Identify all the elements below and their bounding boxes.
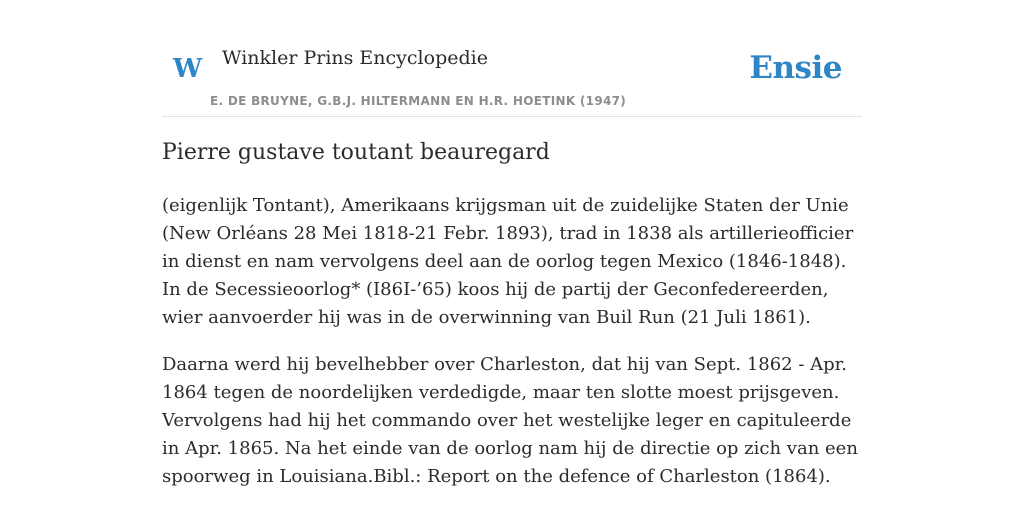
ensie-logo[interactable]: Ensie: [749, 50, 842, 86]
entry-paragraph-2: Daarna werd hij bevelhebber over Charleston, dat hij van Sept. 1862 - Apr. 1864 tegen de noordelijken verdedigde, maar ten slotte moest prijsgeven. Vervolgens had hij het commando over het westelijke leger en capituleerde in Apr. 1865. Na het einde van de oorlog nam hij de directie op zich van een spoorweg in Louisiana.Bibl.: Report on the defence of Charleston (1864).: [162, 354, 858, 487]
entry-title: Pierre gustave toutant beauregard: [162, 140, 550, 165]
winkler-prins-logo[interactable]: W: [173, 54, 203, 84]
source-authors: E. DE BRUYNE, G.B.J. HILTERMANN EN H.R. HOETINK (1947): [210, 94, 627, 108]
source-title[interactable]: Winkler Prins Encyclopedie: [222, 47, 488, 69]
source-header: [162, 40, 862, 117]
entry-paragraph-1: (eigenlijk Tontant), Amerikaans krijgsman uit de zuidelijke Staten der Unie (New Orléans 28 Mei 1818-21 Febr. 1893), trad in 1838 als artillerieofficier in dienst en nam vervolgens deel aan de oorlog tegen Mexico (1846-1848). In de Secessieoorlog* (I86I-’65) koos hij de partij der Geconfedereerden, wier aanvoerder hij was in de overwinning van Buil Run (21 Juli 1861).: [162, 195, 854, 328]
